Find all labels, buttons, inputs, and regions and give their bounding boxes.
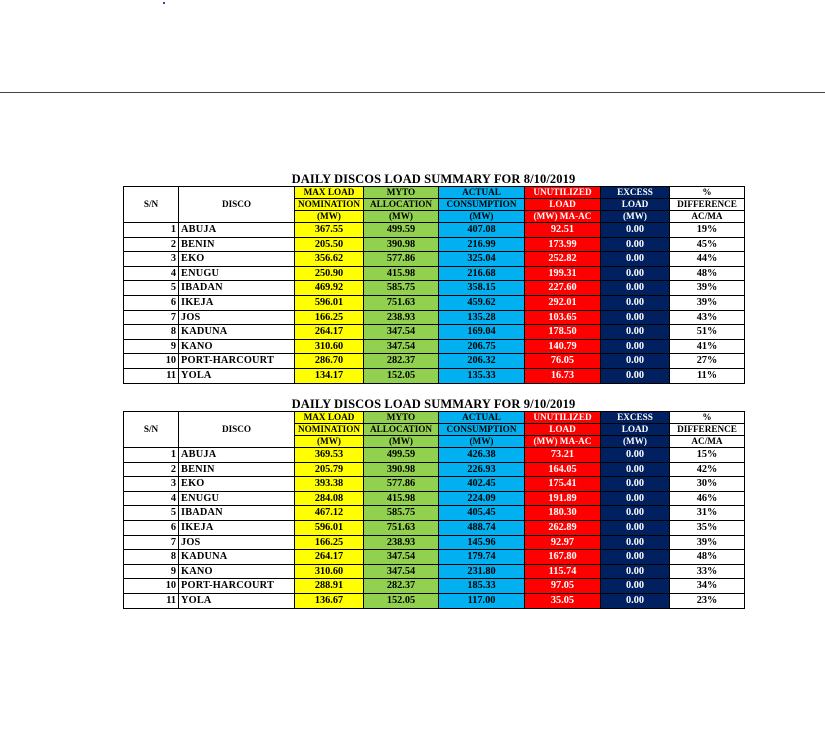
excess-cell: 0.00	[601, 237, 670, 252]
header-excess-2: LOAD	[601, 199, 670, 211]
disco-cell: ABUJA	[179, 448, 295, 463]
header-unutilized-3: (MW) MA-AC	[525, 211, 601, 223]
pct-diff-cell: 48%	[670, 266, 745, 281]
unutilized-cell: 103.65	[525, 310, 601, 325]
excess-cell: 0.00	[601, 368, 670, 383]
disco-cell: KADUNA	[179, 550, 295, 565]
header-maxload-3: (MW)	[295, 436, 364, 448]
max-load-cell: 369.53	[295, 448, 364, 463]
header-disco: DISCO	[179, 187, 295, 223]
sn-cell: 4	[124, 491, 179, 506]
actual-cell: 459.62	[439, 295, 525, 310]
table-row	[124, 520, 745, 535]
max-load-cell: 205.50	[295, 237, 364, 252]
header-myto-2: ALLOCATION	[364, 424, 439, 436]
myto-cell: 751.63	[364, 520, 439, 535]
header-actual-1: ACTUAL	[439, 412, 525, 424]
actual-cell: 358.15	[439, 281, 525, 296]
unutilized-cell: 16.73	[525, 368, 601, 383]
pct-diff-cell: 48%	[670, 550, 745, 565]
sn-cell: 3	[124, 477, 179, 492]
max-load-cell: 264.17	[295, 325, 364, 340]
unutilized-cell: 115.74	[525, 564, 601, 579]
header-sn: S/N	[124, 187, 179, 223]
sn-cell: 6	[124, 295, 179, 310]
table-row	[124, 506, 745, 521]
pct-diff-cell: 43%	[670, 310, 745, 325]
unutilized-cell: 92.51	[525, 223, 601, 238]
disco-cell: JOS	[179, 535, 295, 550]
pct-diff-cell: 30%	[670, 477, 745, 492]
unutilized-cell: 76.05	[525, 354, 601, 369]
unutilized-cell: 73.21	[525, 448, 601, 463]
header-maxload-2: NOMINATION	[295, 424, 364, 436]
pct-diff-cell: 15%	[670, 448, 745, 463]
header-unutilized-3: (MW) MA-AC	[525, 436, 601, 448]
disco-cell: YOLA	[179, 593, 295, 608]
disco-cell: IKEJA	[179, 520, 295, 535]
pct-diff-cell: 39%	[670, 295, 745, 310]
table-body	[124, 223, 745, 384]
myto-cell: 415.98	[364, 266, 439, 281]
pct-diff-cell: 39%	[670, 281, 745, 296]
table-row	[124, 281, 745, 296]
header-maxload-2: NOMINATION	[295, 199, 364, 211]
header-disco: DISCO	[179, 412, 295, 448]
pct-diff-cell: 39%	[670, 535, 745, 550]
myto-cell: 415.98	[364, 491, 439, 506]
myto-cell: 585.75	[364, 281, 439, 296]
max-load-cell: 310.60	[295, 564, 364, 579]
table-row	[124, 237, 745, 252]
sn-cell: 9	[124, 564, 179, 579]
disco-cell: BENIN	[179, 237, 295, 252]
actual-cell: 117.00	[439, 593, 525, 608]
header-excess-3: (MW)	[601, 436, 670, 448]
table-row	[124, 462, 745, 477]
pct-diff-cell: 11%	[670, 368, 745, 383]
max-load-cell: 166.25	[295, 535, 364, 550]
summary-table-8-10	[123, 172, 744, 384]
pct-diff-cell: 34%	[670, 579, 745, 594]
table-row	[124, 550, 745, 565]
myto-cell: 577.86	[364, 252, 439, 267]
header-unutilized-2: LOAD	[525, 424, 601, 436]
table-row	[124, 491, 745, 506]
table-row	[124, 310, 745, 325]
max-load-cell: 134.17	[295, 368, 364, 383]
excess-cell: 0.00	[601, 325, 670, 340]
myto-cell: 577.86	[364, 477, 439, 492]
myto-cell: 390.98	[364, 462, 439, 477]
excess-cell: 0.00	[601, 462, 670, 477]
actual-cell: 226.93	[439, 462, 525, 477]
disco-cell: ENUGU	[179, 266, 295, 281]
max-load-cell: 596.01	[295, 295, 364, 310]
myto-cell: 347.54	[364, 564, 439, 579]
myto-cell: 152.05	[364, 593, 439, 608]
table-row	[124, 535, 745, 550]
sn-cell: 5	[124, 281, 179, 296]
pct-diff-cell: 35%	[670, 520, 745, 535]
sn-cell: 6	[124, 520, 179, 535]
header-maxload-1: MAX LOAD	[295, 412, 364, 424]
header-pct-3: AC/MA	[670, 436, 745, 448]
actual-cell: 426.38	[439, 448, 525, 463]
summary-table-9-10	[123, 397, 744, 609]
header-actual-2: CONSUMPTION	[439, 424, 525, 436]
actual-cell: 325.04	[439, 252, 525, 267]
excess-cell: 0.00	[601, 252, 670, 267]
excess-cell: 0.00	[601, 354, 670, 369]
excess-cell: 0.00	[601, 266, 670, 281]
myto-cell: 390.98	[364, 237, 439, 252]
sn-cell: 2	[124, 462, 179, 477]
disco-cell: PORT-HARCOURT	[179, 354, 295, 369]
sn-cell: 10	[124, 579, 179, 594]
load-table	[123, 186, 745, 384]
pct-diff-cell: 41%	[670, 339, 745, 354]
max-load-cell: 286.70	[295, 354, 364, 369]
unutilized-cell: 227.60	[525, 281, 601, 296]
header-actual-3: (MW)	[439, 436, 525, 448]
unutilized-cell: 292.01	[525, 295, 601, 310]
disco-cell: EKO	[179, 477, 295, 492]
disco-cell: PORT-HARCOURT	[179, 579, 295, 594]
max-load-cell: 467.12	[295, 506, 364, 521]
sn-cell: 11	[124, 593, 179, 608]
excess-cell: 0.00	[601, 281, 670, 296]
actual-cell: 206.75	[439, 339, 525, 354]
myto-cell: 282.37	[364, 354, 439, 369]
header-divider	[0, 92, 825, 93]
unutilized-cell: 262.89	[525, 520, 601, 535]
actual-cell: 224.09	[439, 491, 525, 506]
sn-cell: 9	[124, 339, 179, 354]
disco-cell: IKEJA	[179, 295, 295, 310]
actual-cell: 135.33	[439, 368, 525, 383]
actual-cell: 407.08	[439, 223, 525, 238]
myto-cell: 347.54	[364, 550, 439, 565]
unutilized-cell: 252.82	[525, 252, 601, 267]
actual-cell: 231.80	[439, 564, 525, 579]
disco-cell: IBADAN	[179, 506, 295, 521]
table-row	[124, 593, 745, 608]
pct-diff-cell: 19%	[670, 223, 745, 238]
table-row	[124, 266, 745, 281]
excess-cell: 0.00	[601, 491, 670, 506]
table-body	[124, 448, 745, 609]
header-excess-1: EXCESS	[601, 187, 670, 199]
sn-cell: 1	[124, 223, 179, 238]
actual-cell: 185.33	[439, 579, 525, 594]
myto-cell: 585.75	[364, 506, 439, 521]
header-pct-3: AC/MA	[670, 211, 745, 223]
pct-diff-cell: 27%	[670, 354, 745, 369]
table-row	[124, 339, 745, 354]
header-excess-2: LOAD	[601, 424, 670, 436]
header-pct-1: %	[670, 187, 745, 199]
unutilized-cell: 173.99	[525, 237, 601, 252]
disco-cell: EKO	[179, 252, 295, 267]
excess-cell: 0.00	[601, 535, 670, 550]
unutilized-cell: 175.41	[525, 477, 601, 492]
sn-cell: 8	[124, 550, 179, 565]
unutilized-cell: 167.80	[525, 550, 601, 565]
header-actual-3: (MW)	[439, 211, 525, 223]
myto-cell: 499.59	[364, 223, 439, 238]
excess-cell: 0.00	[601, 593, 670, 608]
table-row	[124, 477, 745, 492]
excess-cell: 0.00	[601, 579, 670, 594]
table-title: DAILY DISCOS LOAD SUMMARY FOR 8/10/2019	[291, 172, 576, 186]
table-row	[124, 325, 745, 340]
table-row	[124, 448, 745, 463]
disco-cell: YOLA	[179, 368, 295, 383]
disco-cell: ENUGU	[179, 491, 295, 506]
pct-diff-cell: 33%	[670, 564, 745, 579]
actual-cell: 179.74	[439, 550, 525, 565]
disco-cell: KANO	[179, 339, 295, 354]
pct-diff-cell: 44%	[670, 252, 745, 267]
max-load-cell: 284.08	[295, 491, 364, 506]
unutilized-cell: 164.05	[525, 462, 601, 477]
unutilized-cell: 92.97	[525, 535, 601, 550]
myto-cell: 751.63	[364, 295, 439, 310]
actual-cell: 216.68	[439, 266, 525, 281]
excess-cell: 0.00	[601, 477, 670, 492]
excess-cell: 0.00	[601, 448, 670, 463]
max-load-cell: 310.60	[295, 339, 364, 354]
max-load-cell: 205.79	[295, 462, 364, 477]
table-row	[124, 579, 745, 594]
header-myto-1: MYTO	[364, 187, 439, 199]
sn-cell: 5	[124, 506, 179, 521]
myto-cell: 499.59	[364, 448, 439, 463]
sn-cell: 8	[124, 325, 179, 340]
header-myto-2: ALLOCATION	[364, 199, 439, 211]
max-load-cell: 264.17	[295, 550, 364, 565]
myto-cell: 152.05	[364, 368, 439, 383]
table-row	[124, 368, 745, 383]
unutilized-cell: 140.79	[525, 339, 601, 354]
sn-cell: 10	[124, 354, 179, 369]
excess-cell: 0.00	[601, 564, 670, 579]
max-load-cell: 367.55	[295, 223, 364, 238]
header-unutilized-2: LOAD	[525, 199, 601, 211]
myto-cell: 347.54	[364, 339, 439, 354]
sn-cell: 4	[124, 266, 179, 281]
actual-cell: 145.96	[439, 535, 525, 550]
header-maxload-1: MAX LOAD	[295, 187, 364, 199]
header-myto-3: (MW)	[364, 211, 439, 223]
header-pct-2: DIFFERENCE	[670, 199, 745, 211]
disco-cell: IBADAN	[179, 281, 295, 296]
myto-cell: 347.54	[364, 325, 439, 340]
header-excess-3: (MW)	[601, 211, 670, 223]
header-actual-1: ACTUAL	[439, 187, 525, 199]
header-pct-1: %	[670, 412, 745, 424]
header-unutilized-1: UNUTILIZED	[525, 412, 601, 424]
sn-cell: 3	[124, 252, 179, 267]
sn-cell: 7	[124, 535, 179, 550]
max-load-cell: 250.90	[295, 266, 364, 281]
header-unutilized-1: UNUTILIZED	[525, 187, 601, 199]
actual-cell: 405.45	[439, 506, 525, 521]
pct-diff-cell: 23%	[670, 593, 745, 608]
myto-cell: 282.37	[364, 579, 439, 594]
actual-cell: 402.45	[439, 477, 525, 492]
excess-cell: 0.00	[601, 550, 670, 565]
unutilized-cell: 191.89	[525, 491, 601, 506]
sn-cell: 7	[124, 310, 179, 325]
header-pct-2: DIFFERENCE	[670, 424, 745, 436]
load-table	[123, 411, 745, 609]
table-row	[124, 295, 745, 310]
excess-cell: 0.00	[601, 506, 670, 521]
table-row	[124, 354, 745, 369]
pct-diff-cell: 46%	[670, 491, 745, 506]
disco-cell: BENIN	[179, 462, 295, 477]
header-maxload-3: (MW)	[295, 211, 364, 223]
unutilized-cell: 180.30	[525, 506, 601, 521]
excess-cell: 0.00	[601, 339, 670, 354]
excess-cell: 0.00	[601, 520, 670, 535]
excess-cell: 0.00	[601, 223, 670, 238]
disco-cell: KANO	[179, 564, 295, 579]
header-sn: S/N	[124, 412, 179, 448]
max-load-cell: 596.01	[295, 520, 364, 535]
pct-diff-cell: 31%	[670, 506, 745, 521]
myto-cell: 238.93	[364, 535, 439, 550]
header-myto-3: (MW)	[364, 436, 439, 448]
table-row	[124, 252, 745, 267]
sn-cell: 2	[124, 237, 179, 252]
header-actual-2: CONSUMPTION	[439, 199, 525, 211]
pct-diff-cell: 42%	[670, 462, 745, 477]
table-title: DAILY DISCOS LOAD SUMMARY FOR 9/10/2019	[291, 397, 576, 411]
myto-cell: 238.93	[364, 310, 439, 325]
disco-cell: JOS	[179, 310, 295, 325]
pct-diff-cell: 45%	[670, 237, 745, 252]
unutilized-cell: 35.05	[525, 593, 601, 608]
excess-cell: 0.00	[601, 295, 670, 310]
unutilized-cell: 97.05	[525, 579, 601, 594]
max-load-cell: 356.62	[295, 252, 364, 267]
excess-cell: 0.00	[601, 310, 670, 325]
actual-cell: 169.04	[439, 325, 525, 340]
actual-cell: 135.28	[439, 310, 525, 325]
max-load-cell: 136.67	[295, 593, 364, 608]
unutilized-cell: 178.50	[525, 325, 601, 340]
max-load-cell: 288.91	[295, 579, 364, 594]
max-load-cell: 393.38	[295, 477, 364, 492]
actual-cell: 488.74	[439, 520, 525, 535]
sn-cell: 11	[124, 368, 179, 383]
max-load-cell: 469.92	[295, 281, 364, 296]
header-excess-1: EXCESS	[601, 412, 670, 424]
table-row	[124, 223, 745, 238]
disco-cell: ABUJA	[179, 223, 295, 238]
disco-cell: KADUNA	[179, 325, 295, 340]
sn-cell: 1	[124, 448, 179, 463]
table-row	[124, 564, 745, 579]
pct-diff-cell: 51%	[670, 325, 745, 340]
header-myto-1: MYTO	[364, 412, 439, 424]
actual-cell: 216.99	[439, 237, 525, 252]
actual-cell: 206.32	[439, 354, 525, 369]
page-dot	[163, 2, 165, 4]
max-load-cell: 166.25	[295, 310, 364, 325]
unutilized-cell: 199.31	[525, 266, 601, 281]
